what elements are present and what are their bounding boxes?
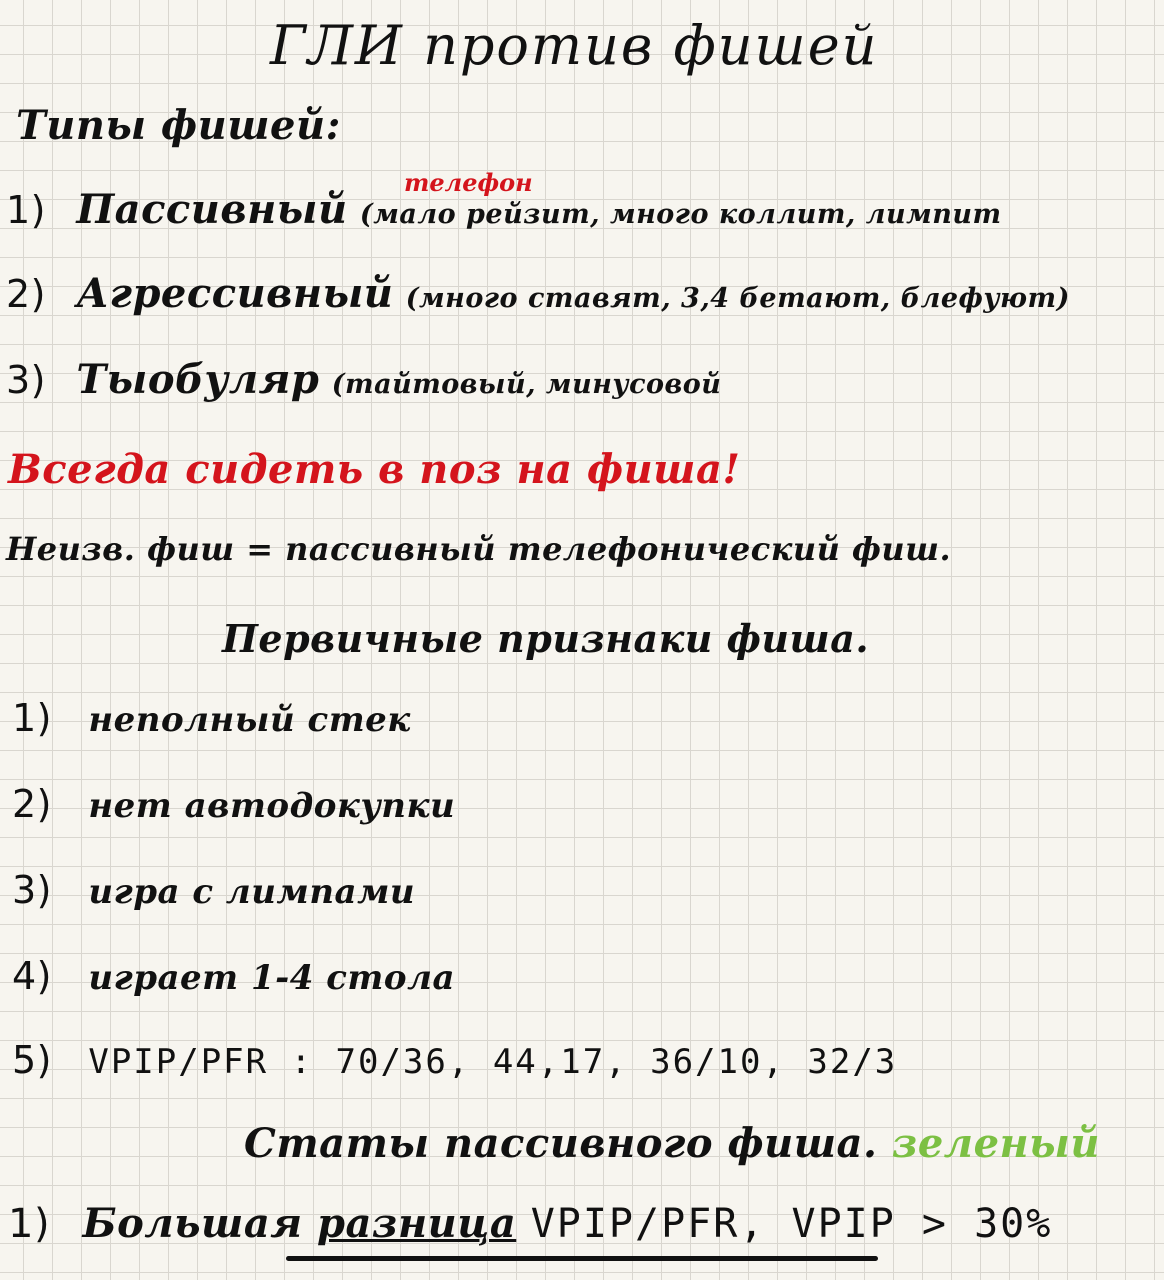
- primary-sign-3: [12, 868, 415, 912]
- primary-sign-1: [12, 696, 411, 740]
- stats-heading-color-tag: зеленый: [891, 1120, 1100, 1167]
- item-number: 3): [6, 358, 47, 402]
- fish-type-item-2: [6, 270, 1070, 317]
- fish-type-details: (мало рейзит, много коллит, лимпит: [359, 199, 1002, 230]
- item-number: 2): [6, 272, 47, 316]
- fish-type-name: Пассивный: [76, 186, 348, 233]
- stat-lead: Большая: [82, 1200, 303, 1247]
- item-number: 1): [6, 188, 47, 232]
- primary-signs-heading: Первичные признаки фиша.: [222, 616, 870, 661]
- fish-type-details: (тайтовый, минусовой: [331, 369, 722, 400]
- fish-type-name: Агрессивный: [76, 270, 394, 317]
- item-number: 1): [8, 1201, 51, 1247]
- page-title: ГЛИ против фишей: [270, 14, 879, 77]
- stats-heading-text: Статы пассивного фиша.: [244, 1120, 878, 1167]
- stat-rest: VPIP/PFR, VPIP > 30%: [530, 1201, 1053, 1247]
- fish-type-name: Тыобуляр: [76, 356, 320, 403]
- item-number: 4): [12, 954, 53, 998]
- sign-text: VPIP/PFR : 70/36, 44,17, 36/10, 32/3: [88, 1042, 898, 1082]
- fish-type-details: (много ставят, 3,4 бетают, блефуют): [405, 283, 1070, 314]
- stat-underlined-word: разница: [317, 1200, 517, 1247]
- primary-sign-2: [12, 782, 455, 826]
- fish-type-item-3: [6, 356, 721, 403]
- item-number: 3): [12, 868, 53, 912]
- primary-sign-4: [12, 954, 455, 998]
- stat-underline: [286, 1256, 878, 1261]
- item-number: 1): [12, 696, 53, 740]
- sign-text: неполный стек: [88, 700, 411, 740]
- types-heading: Типы фишей:: [16, 102, 341, 149]
- sign-text: нет автодокупки: [88, 786, 456, 826]
- fish-type-item-1: [6, 186, 1002, 233]
- unknown-fish-definition: Неизв. фиш = пассивный телефонический фиш.: [6, 530, 952, 568]
- primary-sign-5: [12, 1038, 897, 1082]
- item-number: 5): [12, 1038, 53, 1082]
- item-number: 2): [12, 782, 53, 826]
- position-warning: Всегда сидеть в поз на фиша!: [8, 446, 741, 493]
- passive-fish-stats-heading: [244, 1120, 1100, 1167]
- sign-text: игра с лимпами: [88, 872, 416, 912]
- passive-stat-item-1: [8, 1200, 1052, 1247]
- sign-text: играет 1-4 стола: [88, 958, 455, 998]
- phone-note: телефон: [404, 168, 533, 197]
